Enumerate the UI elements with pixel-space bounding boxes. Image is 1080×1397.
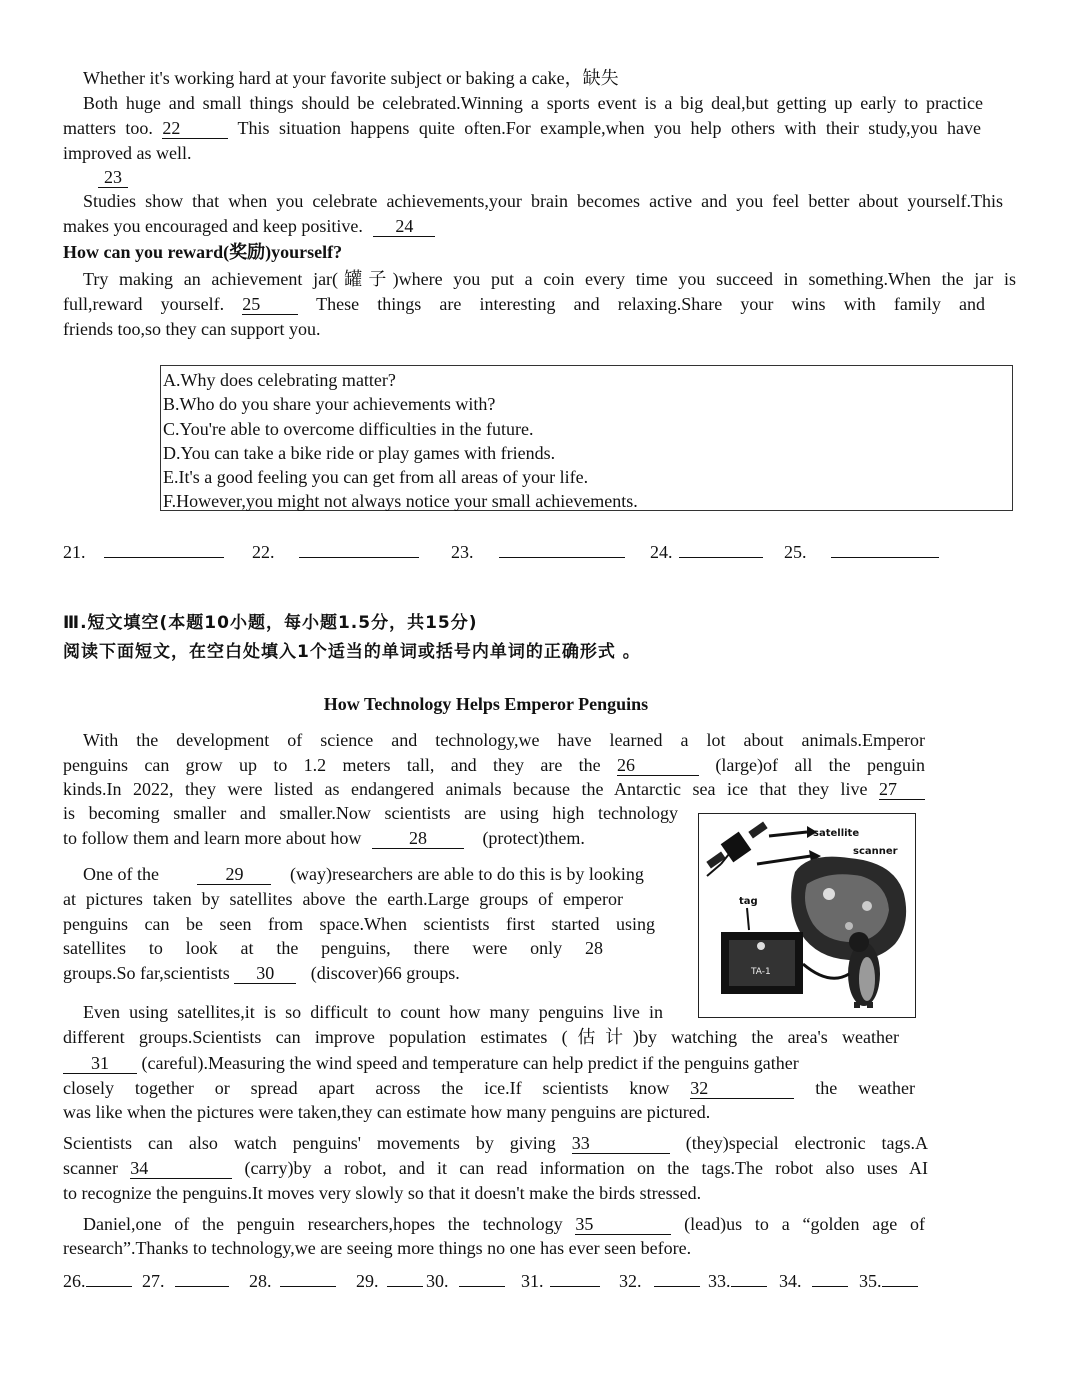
answer-33-line[interactable] bbox=[731, 1268, 767, 1287]
answer-26-line[interactable] bbox=[86, 1268, 132, 1287]
answer-22-line[interactable] bbox=[299, 539, 419, 558]
option-a[interactable]: A.Why does celebrating matter? bbox=[163, 370, 396, 390]
screen-label: TA-1 bbox=[751, 967, 771, 977]
passage2-line17: scanner 34 (carry)by a robot, and it can read information on the tags.The robot also uses AI bbox=[63, 1158, 928, 1178]
passage2-line6: One of the 29 (way)researchers are able to do this is by looking bbox=[83, 864, 644, 884]
section-heading-reward: How can you reward(奖励)yourself? bbox=[63, 242, 343, 262]
answer-26: 26. bbox=[63, 1268, 132, 1294]
passage1-blank23-line bbox=[98, 165, 1060, 189]
option-d[interactable]: D.You can take a bike ride or play games with friends. bbox=[163, 442, 556, 463]
blank-33[interactable]: 33 bbox=[572, 1133, 670, 1154]
passage1-para2-line-a: Studies show that when you celebrate achievements,your brain becomes active and you feel better about yourself.This bbox=[83, 191, 1003, 211]
figure-illustration bbox=[699, 814, 914, 1016]
answer-25-line[interactable] bbox=[831, 539, 939, 558]
passage1-para2-line-b: makes you encouraged and keep positive. 24 bbox=[63, 214, 1025, 238]
answer-24: 24. bbox=[650, 539, 763, 565]
option-b[interactable]: B.Who do you share your achievements with? bbox=[163, 394, 496, 415]
blank-27[interactable]: 27 bbox=[879, 779, 925, 800]
section3-title: Ⅲ.短文填空(本题10小题，每小题1.5分，共15分) bbox=[63, 613, 478, 633]
satellite-icon bbox=[706, 822, 767, 876]
passage2-line12: different groups.Scientists can improve population estimates (估计)by watching the area's weather bbox=[63, 1027, 899, 1047]
passage1-para1-line-b: matters too. 22 This situation happens quite often.For example,when you help others with their study,you have bbox=[63, 118, 982, 138]
answer-24-line[interactable] bbox=[679, 539, 763, 558]
passage2-line5: to follow them and learn more about how 28 (protect)them. bbox=[63, 828, 585, 848]
penguin-technology-figure bbox=[698, 813, 916, 1018]
answer-32: 32. bbox=[619, 1268, 700, 1294]
option-f[interactable]: F.However,you might not always notice your small achievements. bbox=[163, 491, 638, 512]
section3-instruction: 阅读下面短文，在空白处填入1个适当的单词或括号内单词的正确形式 。 bbox=[63, 642, 641, 662]
passage1-para1-line-c: improved as well. bbox=[63, 143, 192, 163]
passage2-line2: penguins can grow up to 1.2 meters tall, and they are the 26 (large)of all the penguin bbox=[63, 755, 925, 775]
answer-23: 23. bbox=[451, 539, 625, 565]
blank-35[interactable]: 35 bbox=[575, 1214, 671, 1235]
tag-screen-icon bbox=[721, 932, 803, 994]
passage1-para3-line-a: Try making an achievement jar(罐子)where you put a coin every time you succeed in something.When the jar is bbox=[83, 269, 1016, 289]
passage2-line7: at pictures taken by satellites above the earth.Large groups of emperor bbox=[63, 889, 623, 909]
passage2-line8: penguins can be seen from space.When scientists first started using bbox=[63, 914, 655, 934]
answer-30: 30. bbox=[426, 1268, 505, 1294]
answer-28: 28. bbox=[249, 1268, 336, 1294]
passage2-line10: groups.So far,scientists 30 (discover)66 groups. bbox=[63, 963, 460, 983]
answer-22: 22. bbox=[252, 539, 419, 565]
passage2-line20: research”.Thanks to technology,we are seeing more things no one has ever seen before. bbox=[63, 1238, 692, 1258]
option-e[interactable]: E.It's a good feeling you can get from all areas of your life. bbox=[163, 467, 589, 488]
passage2-line13: 31 (careful).Measuring the wind speed and temperature can help predict if the penguins gather bbox=[63, 1051, 1025, 1075]
passage1-para1-line-a: Both huge and small things should be celebrated.Winning a sports event is a big deal,but getting up early to practice bbox=[83, 93, 983, 113]
passage2-line18: to recognize the penguins.It moves very slowly so that it doesn't make the birds stressed. bbox=[63, 1183, 702, 1203]
passage2-title: How Technology Helps Emperor Penguins bbox=[323, 694, 649, 714]
answer-31: 31. bbox=[521, 1268, 600, 1294]
answer-34: 34. bbox=[779, 1268, 848, 1294]
passage2-line16: Scientists can also watch penguins' movements by giving 33 (they)special electronic tags.A bbox=[63, 1133, 929, 1153]
answer-35-line[interactable] bbox=[882, 1268, 918, 1287]
blank-23[interactable]: 23 bbox=[98, 167, 128, 188]
passage2-line11: Even using satellites,it is so difficult to count how many penguins live in bbox=[83, 1002, 663, 1022]
passage2-line4: is becoming smaller and smaller.Now scientists are using high technology bbox=[63, 803, 678, 823]
passage1-para3-line-b: full,reward yourself. 25 These things are interesting and relaxing.Share your wins with family and bbox=[63, 294, 985, 314]
blank-24[interactable]: 24 bbox=[373, 216, 435, 237]
answer-29: 29. bbox=[356, 1268, 423, 1294]
blank-30[interactable]: 30 bbox=[234, 963, 296, 984]
passage2-line14: closely together or spread apart across the ice.If scientists know 32 the weather bbox=[63, 1078, 916, 1098]
answer-33: 33. bbox=[708, 1268, 767, 1294]
passage2-line19: Daniel,one of the penguin researchers,hopes the technology 35 (lead)us to a “golden age of bbox=[83, 1214, 926, 1234]
answer-25: 25. bbox=[784, 539, 939, 565]
option-c[interactable]: C.You're able to overcome difficulties in the future. bbox=[163, 418, 534, 439]
options-box bbox=[160, 365, 1013, 511]
answer-29-line[interactable] bbox=[387, 1268, 423, 1287]
blank-32[interactable]: 32 bbox=[690, 1078, 794, 1099]
passage1-line1: Whether it's working hard at your favorite subject or baking a cake，缺失 bbox=[83, 68, 619, 88]
blank-29[interactable]: 29 bbox=[197, 864, 271, 885]
answer-34-line[interactable] bbox=[812, 1268, 848, 1287]
blank-22[interactable]: 22 bbox=[162, 118, 228, 139]
scanner-label: scanner bbox=[853, 846, 898, 857]
answer-31-line[interactable] bbox=[550, 1268, 600, 1287]
tag-label: tag bbox=[739, 896, 758, 907]
answer-32-line[interactable] bbox=[654, 1268, 700, 1287]
passage2-line1: With the development of science and technology,we have learned a lot about animals.Emperor bbox=[83, 730, 925, 750]
passage2-line15: was like when the pictures were taken,they can estimate how many penguins are pictured. bbox=[63, 1102, 711, 1122]
answer-28-line[interactable] bbox=[280, 1268, 336, 1287]
blank-34[interactable]: 34 bbox=[130, 1158, 232, 1179]
answer-23-line[interactable] bbox=[499, 539, 625, 558]
blank-31[interactable]: 31 bbox=[63, 1053, 137, 1074]
blank-26[interactable]: 26 bbox=[617, 755, 699, 776]
answer-21: 21. bbox=[63, 539, 224, 565]
answer-27: 27. bbox=[142, 1268, 229, 1294]
blank-28[interactable]: 28 bbox=[372, 828, 464, 849]
answer-30-line[interactable] bbox=[459, 1268, 505, 1287]
passage2-line9: satellites to look at the penguins, there were only 28 bbox=[63, 938, 603, 958]
passage1-para3-line-c: friends too,so they can support you. bbox=[63, 319, 321, 339]
answer-27-line[interactable] bbox=[175, 1268, 229, 1287]
answer-21-line[interactable] bbox=[104, 539, 224, 558]
scanner-robot-icon bbox=[791, 857, 906, 961]
blank-25[interactable]: 25 bbox=[242, 294, 298, 315]
satellite-label: satellite bbox=[813, 828, 860, 839]
passage2-line3: kinds.In 2022, they were listed as endangered animals because the Antarctic sea ice that they live 27 bbox=[63, 777, 925, 801]
answer-35: 35. bbox=[859, 1268, 918, 1294]
